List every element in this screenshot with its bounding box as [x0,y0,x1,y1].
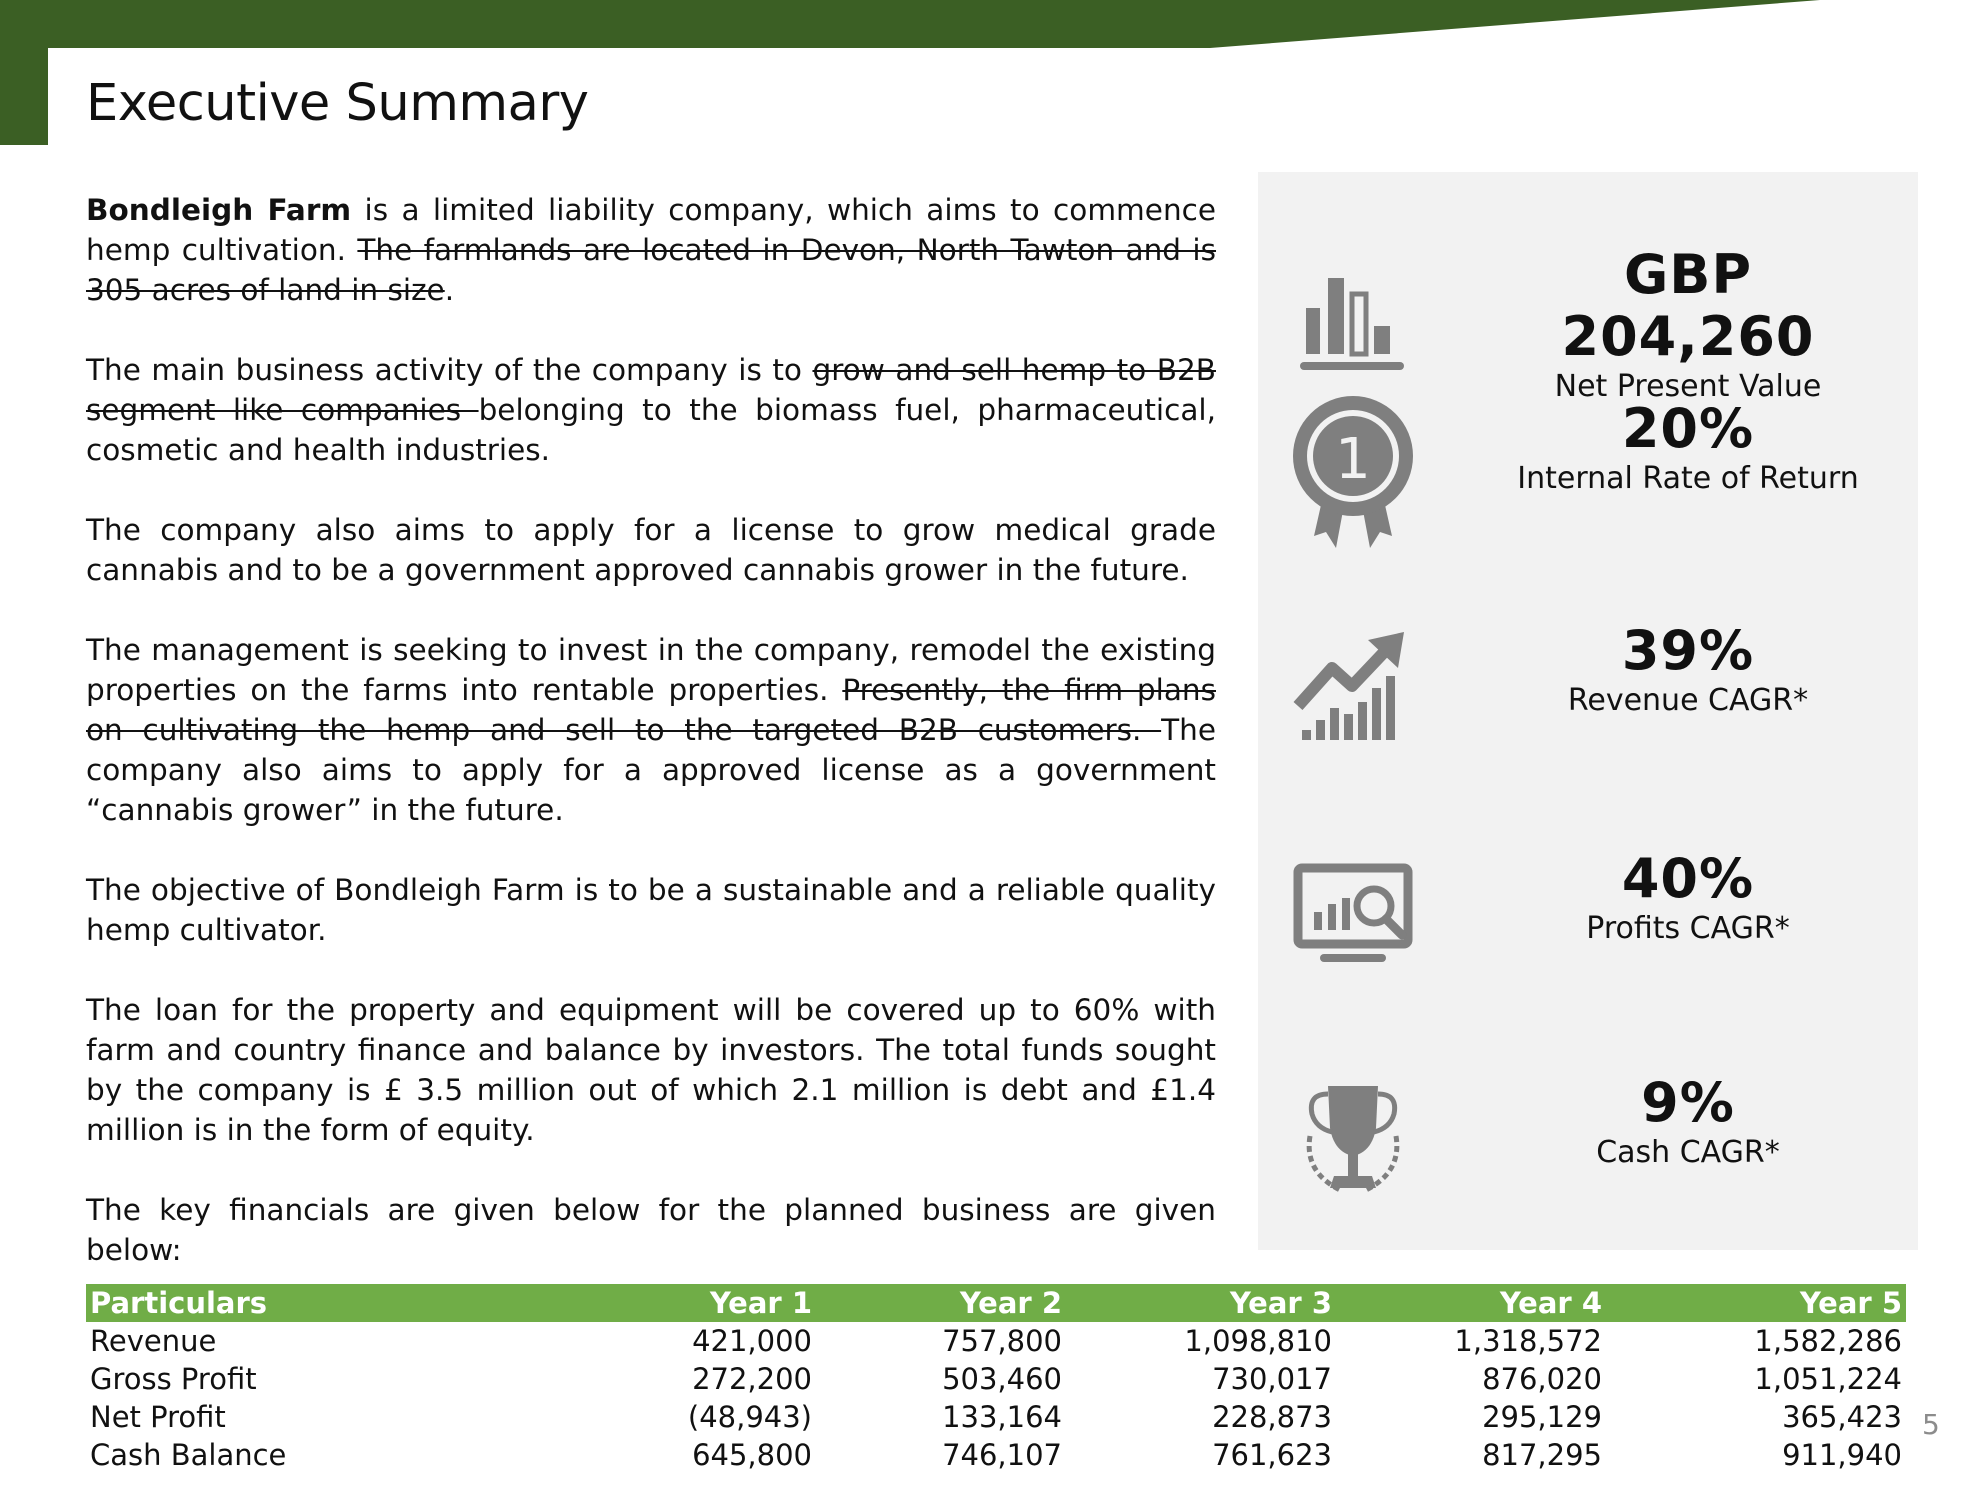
paragraph-loan: The loan for the property and equipment will be covered up to 60% with farm and country finance and balance by investors. The total funds sought by the company is £ 3.5 million out of which 2.1 million is debt and £1.4 million is in the form of equity. [86,993,1216,1147]
paragraph-company-intro: Bondleigh Farm is a limited liability company, which aims to commence hemp cultivation. The farmlands are located in Devon, North Tawton and is 305 acres of land in size. [86,193,1217,307]
kpi-value: 39% [1621,619,1755,682]
kpi-panel [1258,172,1918,1250]
paragraph-license: The company also aims to apply for a license to grow medical grade cannabis and to be a government approved cannabis grower in the future. [86,513,1216,587]
row-label: Cash Balance [90,1438,287,1472]
award-ribbon-icon [1288,392,1418,552]
column-header: Year 4 [1336,1284,1606,1322]
row-label: Net Profit [90,1400,226,1434]
table-cell: (48,943) [687,1400,812,1434]
table-cell: 746,107 [942,1438,1062,1472]
kpi-revenue-cagr [1258,619,1918,782]
svg-text:1: 1 [1335,427,1371,492]
table-cell: 365,423 [1782,1400,1902,1434]
row-label: Revenue [90,1324,217,1358]
table-cell: 295,129 [1482,1400,1602,1434]
struck-text: grow and sell hemp to B2B segment like companies [86,353,1216,427]
table-row [86,1398,1906,1436]
summary-text [86,190,1216,1270]
paragraph-business-activity: The main business activity of the company is to grow and sell hemp to B2B segment like companies belonging to the biomass fuel, pharmaceutical, cosmetic and health industries. [86,353,1216,467]
column-header: Year 5 [1606,1284,1906,1322]
column-header: Year 2 [816,1284,1066,1322]
struck-text: The farmlands are located in Devon, North Tawton and is 305 acres of land in size [86,233,1217,307]
kpi-profits-cagr [1258,847,1918,1012]
kpi-label: Profits CAGR* [1586,911,1790,946]
bar-chart-icon [1288,222,1418,382]
table-cell: 1,098,810 [1184,1324,1332,1358]
table-cell: 761,623 [1212,1438,1332,1472]
kpi-value: 20% [1621,397,1755,460]
table-cell: 1,318,572 [1454,1324,1602,1358]
column-header: Year 1 [566,1284,816,1322]
table-cell: 911,940 [1782,1438,1902,1472]
growth-arrow-icon [1288,622,1418,782]
paragraph-key-financials: The key financials are given below for the planned business are given below: [86,1193,1216,1267]
struck-text: Presently, the firm plans on cultivating the hemp and sell to the targeted B2B customers. [86,673,1216,747]
kpi-label: Revenue CAGR* [1567,683,1809,718]
monitor-analytics-icon [1288,852,1418,1012]
column-header: Year 3 [1066,1284,1336,1322]
kpi-cash-cagr [1258,1071,1918,1242]
trophy-icon [1288,1082,1418,1242]
table-cell: 272,200 [692,1362,812,1396]
table-row [86,1360,1906,1398]
table-cell: 730,017 [1212,1362,1332,1396]
kpi-value: 9% [1641,1071,1735,1134]
table-row [86,1322,1906,1360]
table-cell: 817,295 [1482,1438,1602,1472]
table-cell: 421,000 [692,1324,812,1358]
table-cell: 1,582,286 [1754,1324,1902,1358]
table-cell: 133,164 [942,1400,1062,1434]
column-header: Particulars [86,1284,566,1322]
kpi-value: GBP 204,260 [1561,243,1815,368]
kpi-value: 40% [1621,847,1755,910]
kpi-label: Cash CAGR* [1596,1135,1780,1170]
table-cell: 876,020 [1482,1362,1602,1396]
page-title: Executive Summary [86,74,589,133]
kpi-label: Internal Rate of Return [1517,461,1859,496]
key-financials-table [86,1284,1906,1474]
table-cell: 228,873 [1212,1400,1332,1434]
table-cell: 1,051,224 [1754,1362,1902,1396]
paragraph-objective: The objective of Bondleigh Farm is to be a sustainable and a reliable quality hemp cultivator. [86,873,1216,947]
kpi-irr [1258,392,1918,552]
table-cell: 503,460 [942,1362,1062,1396]
paragraph-management: The management is seeking to invest in the company, remodel the existing properties on the farms into rentable properties. Presently, the firm plans on cultivating the hemp and sell to the targeted B2B customers. The company also aims to apply for a approved license as a government “cannabis grower” in the future. [86,633,1216,827]
row-label: Gross Profit [90,1362,257,1396]
table-cell: 645,800 [692,1438,812,1472]
table-cell: 757,800 [942,1324,1062,1358]
company-name: Bondleigh Farm [86,193,352,227]
table-header-row [86,1284,1906,1322]
kpi-label: Net Present Value [1554,369,1822,404]
table-row [86,1436,1906,1474]
kpi-npv [1258,222,1918,404]
page-number: 5 [1922,1408,1940,1441]
